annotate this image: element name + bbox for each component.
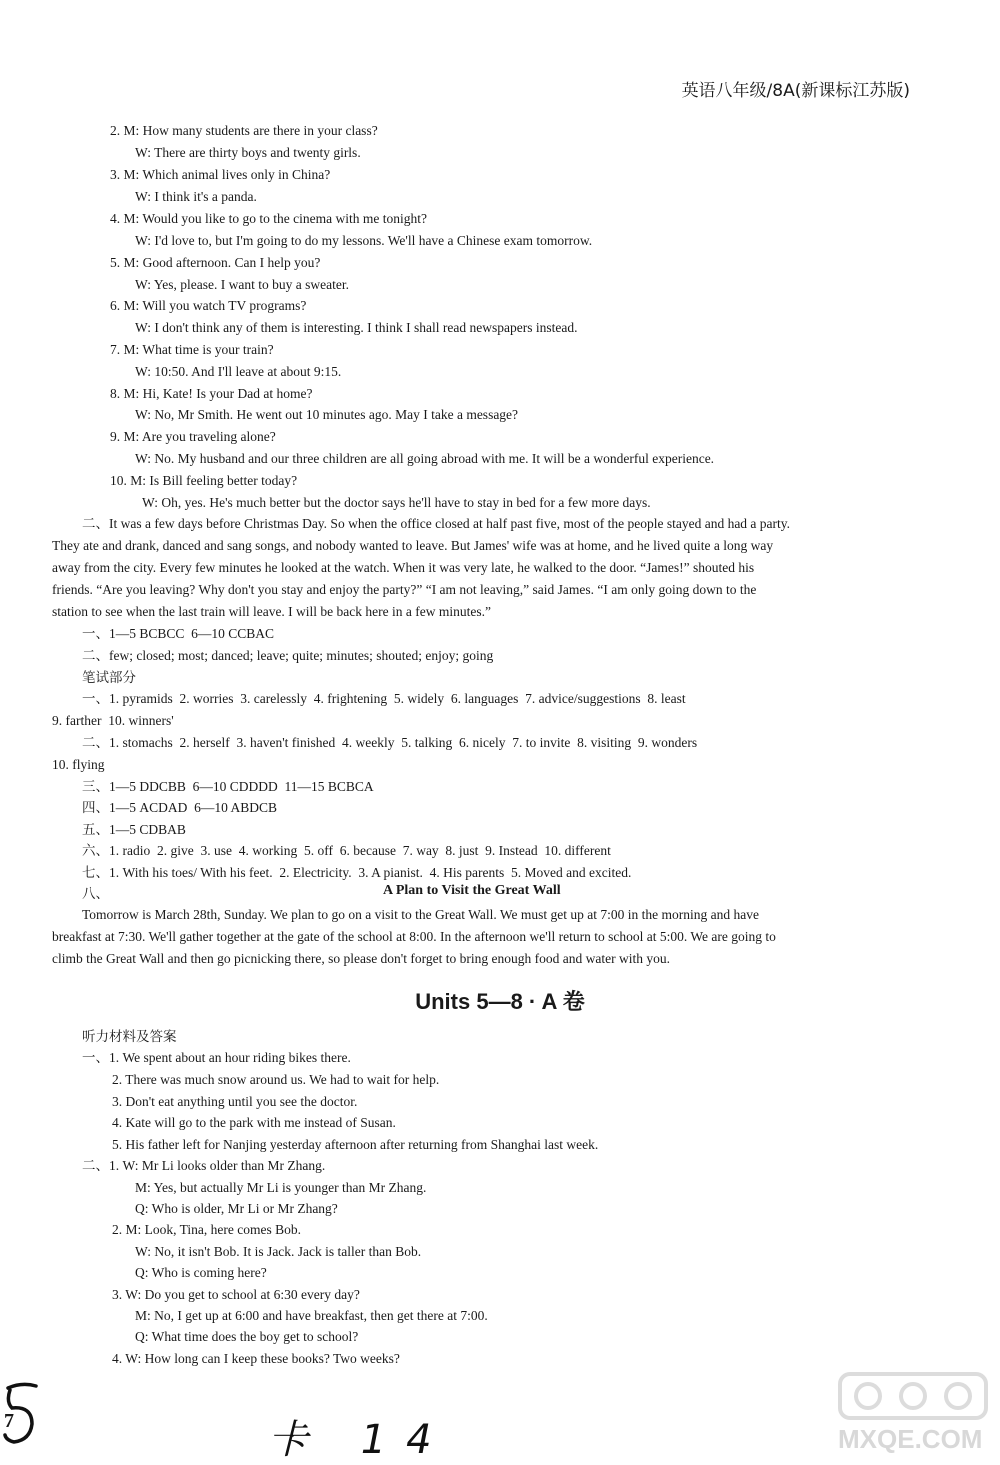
listening-line: 一、1. We spent about an hour riding bikes there. [82, 1050, 351, 1065]
answer-line: 四、1—5 ACDAD 6—10 ABDCB [82, 800, 278, 815]
answer-site-logo-icon [838, 1370, 988, 1422]
listening-line: 2. M: Look, Tina, here comes Bob. [112, 1222, 301, 1237]
answer-line: 10. flying [52, 757, 105, 772]
listening-line: 4. W: How long can I keep these books? Two weeks? [112, 1351, 400, 1366]
answer-line: 七、1. With his toes/ With his feet. 2. Electricity. 3. A pianist. 4. His parents 5. Moved and excited. [82, 865, 632, 880]
listening-line: M: Yes, but actually Mr Li is younger than Mr Zhang. [135, 1180, 427, 1195]
listening-line: 3. W: Do you get to school at 6:30 every day? [112, 1287, 360, 1302]
dialogue-line: 3. M: Which animal lives only in China? [110, 167, 331, 182]
listening-line: 二、1. W: Mr Li looks older than Mr Zhang. [82, 1158, 326, 1173]
answer-line: 二、1. stomachs 2. herself 3. haven't finished 4. weekly 5. talking 6. nicely 7. to invite 8. visiting 9. wonders [82, 735, 698, 750]
listening-line: 2. There was much snow around us. We had to wait for help. [112, 1072, 440, 1087]
answer-line: 二、few; closed; most; danced; leave; quite; minutes; shouted; enjoy; going [82, 648, 494, 663]
answer-line: 八、 [82, 886, 109, 901]
listening-line: 5. His father left for Nanjing yesterday afternoon after returning from Shanghai last week. [112, 1137, 599, 1152]
passage-line: 二、It was a few days before Christmas Day. So when the office closed at half past five, most of the people stayed and had a party. [82, 516, 791, 531]
answer-line: 一、1. pyramids 2. worries 3. carelessly 4. frightening 5. widely 6. languages 7. advice/suggestions 8. least [82, 691, 686, 706]
answer-line: 9. farther 10. winners' [52, 713, 174, 728]
listening-line: 3. Don't eat anything until you see the doctor. [112, 1094, 358, 1109]
plan-text-line: breakfast at 7:30. We'll gather together at the gate of the school at 8:00. In the afternoon we'll return to school at 5:00. We are going to [52, 929, 776, 944]
dialogue-line: 7. M: What time is your train? [110, 342, 274, 357]
passage-line: away from the city. Every few minutes he looked at the watch. When it was very late, he walked to the door. “James!” shouted his [52, 560, 755, 575]
answer-line: 三、1—5 DDCBB 6—10 CDDDD 11—15 BCBCA [82, 779, 374, 794]
page-header: 英语八年级/8A(新课标江苏版) [681, 81, 910, 101]
plan-text-line: Tomorrow is March 28th, Sunday. We plan to go on a visit to the Great Wall. We must get up at 7:00 in the morning and have [82, 907, 759, 922]
dialogue-line: 10. M: Is Bill feeling better today? [110, 473, 298, 488]
dialogue-line: W: I think it's a panda. [135, 189, 257, 204]
dialogue-line: W: No. My husband and our three children are all going abroad with me. It will be a wonderful experience. [135, 451, 715, 466]
section-heading: 笔试部分 [82, 670, 136, 685]
listening-line: 4. Kate will go to the park with me instead of Susan. [112, 1115, 396, 1130]
dialogue-line: W: I don't think any of them is interesting. I think I shall read newspapers instead. [135, 320, 578, 335]
plan-text-line: climb the Great Wall and then go picnicking there, so please don't forget to bring enough food and water with you. [52, 951, 670, 966]
dialogue-line: 6. M: Will you watch TV programs? [110, 298, 307, 313]
passage-line: They ate and drank, danced and sang songs, and nobody wanted to leave. But James' wife was at home, and he lived quite a long way [52, 538, 774, 553]
dialogue-line: W: Oh, yes. He's much better but the doctor says he'll have to stay in bed for a few more days. [142, 495, 651, 510]
listening-line: Q: What time does the boy get to school? [135, 1329, 359, 1344]
listening-line: Q: Who is older, Mr Li or Mr Zhang? [135, 1201, 338, 1216]
answer-line: 五、1—5 CDBAB [82, 822, 186, 837]
watermark-text: MXQE.COM [838, 1424, 983, 1454]
dialogue-line: W: There are thirty boys and twenty girls. [135, 145, 361, 160]
dialogue-line: 2. M: How many students are there in your class? [110, 123, 378, 138]
dialogue-line: W: Yes, please. I want to buy a sweater. [135, 277, 349, 292]
answer-line: 六、1. radio 2. give 3. use 4. working 5. off 6. because 7. way 8. just 9. Instead 10. different [82, 843, 611, 858]
handwritten-note: 卡 14 [268, 1417, 452, 1463]
page-number: 7 [4, 1410, 14, 1432]
dialogue-line: W: I'd love to, but I'm going to do my lessons. We'll have a Chinese exam tomorrow. [135, 233, 593, 248]
listening-line: M: No, I get up at 6:00 and have breakfast, then get there at 7:00. [135, 1308, 488, 1323]
dialogue-line: 4. M: Would you like to go to the cinema with me tonight? [110, 211, 427, 226]
passage-line: friends. “Are you leaving? Why don't you stay and enjoy the party?” “I am not leaving,” said James. “I am only going down to the [52, 582, 757, 597]
dialogue-line: 5. M: Good afternoon. Can I help you? [110, 255, 321, 270]
listening-line: W: No, it isn't Bob. It is Jack. Jack is taller than Bob. [135, 1244, 422, 1259]
plan-title: A Plan to Visit the Great Wall [383, 883, 561, 898]
section-label: 听力材料及答案 [82, 1029, 177, 1044]
dialogue-line: 9. M: Are you traveling alone? [110, 429, 276, 444]
answer-line: 一、1—5 BCBCC 6—10 CCBAC [82, 626, 275, 641]
listening-line: Q: Who is coming here? [135, 1265, 267, 1280]
passage-line: station to see when the last train will leave. I will be back here in a few minutes.” [52, 604, 491, 619]
dialogue-line: W: 10:50. And I'll leave at about 9:15. [135, 364, 342, 379]
dialogue-line: W: No, Mr Smith. He went out 10 minutes ago. May I take a message? [135, 407, 519, 422]
dialogue-line: 8. M: Hi, Kate! Is your Dad at home? [110, 386, 313, 401]
unit-title: Units 5—8 · A 卷 [415, 989, 585, 1014]
